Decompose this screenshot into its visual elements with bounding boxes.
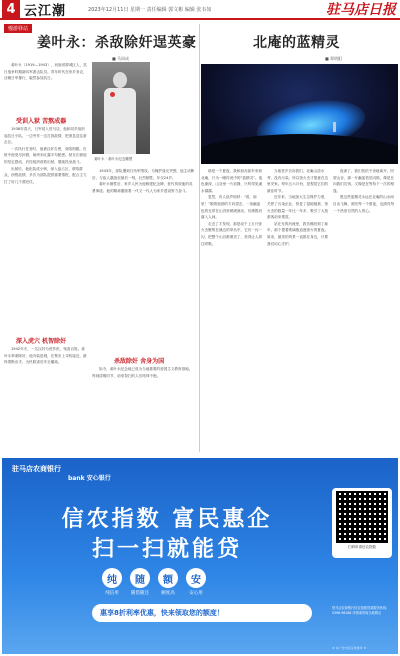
statue-head [113,72,127,88]
statue-body [104,88,136,154]
paragraph: 1943年，部队遭到日伪军围攻。为掩护战友突围，他主动断后，与敌人激战至最后一刻，壮烈牺牲，年仅24岁。 [92,169,195,180]
paragraph: 站在光的河流里，我仿佛回到了童年，那个提着玻璃瓶追逐萤火的夏夜。原来，最美的风景一直都在身边，只要我们用心守护。 [267,221,329,246]
right-text-col-3 [333,168,397,452]
paragraph: 当地老乡告诉我们，北庵山清水秀，没有污染，所以萤火虫才愿意在这里安家。每年五六月份，是观赏它们的最佳时节。 [267,169,329,193]
feature-label: 纯信用 [105,591,119,596]
right-text-col-1 [201,168,263,452]
bank-name [12,464,61,474]
bank-name-text: 驻马店农商银行 [12,465,61,473]
ad-hint: ★ 本广告内容仅供参考 ★ [332,646,367,650]
photo-caption: 姜叶永 · 姜叶永纪念雕塑 [94,157,133,161]
paragraph: 愿这些蓝精灵永远在北庵的山水间自由飞舞，照亮每一个夏夜，也照亮每一个热爱自然的人的心。 [333,195,395,213]
qr-code-icon[interactable] [336,491,388,543]
flower [110,92,115,97]
feature-item [130,568,150,596]
paragraph: 如今，姜叶永纪念地已成为当地重要的爱国主义教育基地。每到清明时节，前来祭扫的人们络绎不绝。 [92,367,193,378]
paragraph: 姜叶永牺牲后，家乡人民为他修建纪念碑，世代传颂他的英勇事迹。他的精神激励着一代又一代人为家乡建设努力奋斗。 [92,182,193,193]
left-subhead-2: 深入虎穴 机智除奸 [16,338,67,345]
feature-label: 安心用 [189,591,203,596]
paragraph: 忽然，有人低声惊呼：“看，那里！”顺着他指的方向望去，一条幽蓝色的光带在山沟里缓缓流动，仿佛银河落入人间。 [201,195,263,220]
left-byline: ■ 马同成 [112,56,130,61]
credit-icon: 纯 [102,568,122,588]
feature-item [158,568,178,596]
feature-label: 额度高 [161,591,175,596]
feature-item [186,568,206,596]
firefly-photo [201,64,398,164]
page-number: 4 [2,0,20,18]
left-text-col-4 [92,168,195,354]
left-text-col-5 [92,366,195,452]
repay-icon: 随 [130,568,150,588]
right-text-col-2 [267,168,329,452]
left-subhead-3: 杀敌除奸 舍身为国 [114,358,165,365]
quota-icon: 额 [158,568,178,588]
statue-photo [92,62,150,154]
issue-meta: 2023年12月11日 星期一 责任编辑 郭文彬 编辑 张韦如 [88,6,212,13]
column-tag: 慢游驿站 [4,24,32,33]
paragraph: 夜深了，我们依依不舍地离开。回望山谷，那一片幽蓝依旧闪烁，像是在向我们告别，又像是在等待下一次的相逢。 [333,169,395,193]
ad-disclaimer: 驻马店农商银行信农指数贷款服务热线：0396-96288 详情请咨询当地网点 [332,606,390,615]
ad-title-line2: 扫一扫就能贷 [91,537,242,562]
feature-item [102,568,122,596]
paragraph: 姜叶永（1919—1943），河南省驿城区人，抗日战争时期新四军游击队员。青年时代在家乡务农，目睹日军暴行，毅然参加抗日。 [4,63,87,81]
paper-logo: 驻马店日报 [326,2,396,18]
right-headline: 北庵的蓝精灵 [253,35,340,51]
left-headline: 姜叶永：杀敌除奸逞英豪 [37,35,197,51]
safe-icon: 安 [186,568,206,588]
qr-label: 扫码申请信农指数 [348,545,376,549]
feature-label: 随借随还 [131,591,149,596]
column-divider [199,24,200,452]
bank-brand: bank 安心银行 [68,475,111,482]
paragraph: 近年来，当地加大生态保护力度，关停了污染企业，恢复了湿地植被，萤火虫的数量一年比一年多，吸引了大批游客前来观赏。 [267,195,329,220]
left-subhead-1: 受训入狱 苦熬成器 [16,118,67,125]
paragraph: 一次执行任务时，他被汉奸告密，身陷囹圄。在狱中他受尽折磨，始终未吐露半句秘密。狱友们被他的坚定感动，后经组织营救出狱，继续投身战斗。 [4,146,87,164]
left-text-col-2 [4,126,88,334]
ad-title-line1: 信农指数 富民惠企 [61,507,273,532]
left-text-col-3 [4,346,88,452]
qr-code-box[interactable] [332,488,392,558]
promo-banner: 惠享8折利率优惠，快来领取您的额度！ [92,604,312,622]
feature-icons [102,568,206,596]
masthead [0,0,400,20]
left-article [2,24,197,454]
paragraph: 走近了才发现，那是成千上万只萤火虫聚集在溪边的草丛中，它们一闪一闪，把整个山谷都照亮了，美得让人屏住呼吸。 [201,221,263,246]
paragraph: 那是一个夏夜，我和朋友驱车来到北庵，只为一睹传说中的“蓝精灵”。夜色渐深，山谷里一片寂静，只听得见溪水潺潺。 [201,169,263,193]
paragraph: 1942年冬，一名汉奸为虎作伥，残害百姓。姜叶永奉命除奸，他乔装进城，在集市上寻机接近，最终果断出手，为民除害后安全撤离。 [4,347,87,365]
bank-advertisement [2,458,398,654]
right-article [201,24,398,454]
paragraph: 出狱后，他化装成小贩，深入敌占区，联络群众，侦察敌情，多次为部队提供重要情报，配合主力打了好几个漂亮仗。 [4,166,87,184]
section-title: 云江潮 [24,3,67,19]
paragraph: 1938年春天，日军侵入驻马店，他和同乡组织起抗日小队，一边劳作一边打探敌情，把消息送往游击区。 [4,127,87,145]
person-silhouette [333,122,336,132]
right-byline: ■ 郑明阳 [325,56,343,61]
left-text-col-1 [4,62,88,114]
